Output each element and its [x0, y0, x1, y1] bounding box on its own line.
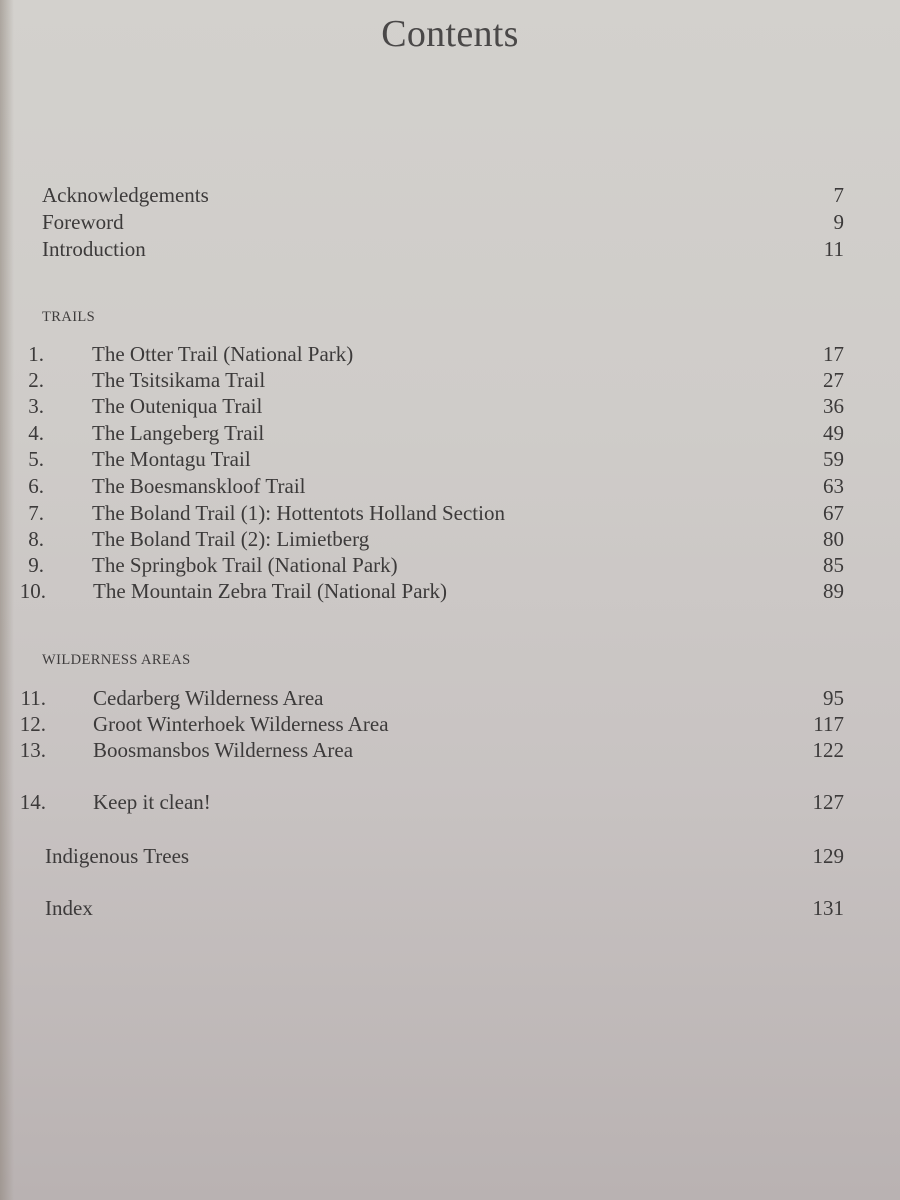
- toc-entry-number: 14.: [19, 790, 46, 814]
- toc-entry-label: The Outeniqua Trail: [92, 394, 263, 418]
- toc-entry: [0, 526, 900, 552]
- toc-entry-page: 59: [823, 447, 844, 471]
- toc-entry-label: The Springbok Trail (National Park): [92, 553, 398, 577]
- toc-entry: [0, 473, 900, 499]
- toc-entry-label: Indigenous Trees: [45, 844, 190, 868]
- toc-entry: [0, 500, 900, 526]
- toc-entry-number: 11.: [20, 686, 46, 710]
- toc-entry-number: 9.: [28, 553, 44, 577]
- toc-entry-label: The Langeberg Trail: [92, 421, 265, 445]
- toc-entry: [0, 843, 900, 869]
- toc-entry-page: 129: [812, 844, 844, 868]
- toc-entry-label: Introduction: [42, 237, 146, 261]
- toc-entry-page: 117: [813, 712, 844, 736]
- toc-entry-page: 67: [823, 501, 844, 525]
- toc-entry-page: 7: [833, 183, 844, 207]
- toc-entry-page: 89: [823, 579, 844, 603]
- toc-entry-number: 12.: [19, 712, 46, 736]
- toc-entry-number: 1.: [28, 342, 44, 366]
- toc-entry-page: 11: [823, 237, 844, 261]
- toc-entry-label: The Montagu Trail: [92, 447, 251, 471]
- toc-entry-number: 10.: [19, 579, 46, 603]
- toc-entry-label: Groot Winterhoek Wilderness Area: [93, 712, 389, 736]
- toc-entry-page: 95: [823, 686, 844, 710]
- section-heading: TRAILS: [42, 309, 96, 325]
- toc-entry-page: 17: [823, 342, 844, 366]
- toc-entry-page: 80: [823, 527, 844, 551]
- toc-entry-number: 2.: [28, 368, 44, 392]
- toc-entry-label: Cedarberg Wilderness Area: [93, 686, 324, 710]
- toc-entry-label: Acknowledgements: [42, 183, 209, 207]
- toc-entry: [0, 578, 900, 604]
- toc-entry-number: 5.: [28, 447, 44, 471]
- toc-entry-page: 63: [823, 474, 844, 498]
- toc-entry: [0, 236, 900, 262]
- toc-entry: [0, 420, 900, 446]
- toc-entry-number: 8.: [28, 527, 44, 551]
- toc-entry: [0, 209, 900, 235]
- toc-entry: [0, 182, 900, 208]
- toc-entry-label: The Tsitsikama Trail: [92, 368, 266, 392]
- toc-entry-page: 85: [823, 553, 844, 577]
- toc-entry-label: Keep it clean!: [93, 790, 211, 814]
- toc-entry-label: Boosmansbos Wilderness Area: [93, 738, 354, 762]
- toc-entry: [0, 341, 900, 367]
- toc-entry-label: The Otter Trail (National Park): [92, 342, 354, 366]
- toc-entry-page: 9: [833, 210, 844, 234]
- toc-entry-page: 49: [823, 421, 844, 445]
- toc-entry: [0, 393, 900, 419]
- toc-entry-page: 131: [812, 896, 844, 920]
- toc-entry: [0, 895, 900, 921]
- toc-entry-number: 4.: [28, 421, 44, 445]
- toc-entry-page: 122: [812, 738, 844, 762]
- toc-entry: [0, 737, 900, 763]
- toc-entry-label: Foreword: [42, 210, 124, 234]
- toc-entry-label: The Boesmanskloof Trail: [92, 474, 306, 498]
- toc-entry: [0, 711, 900, 737]
- toc-entry: [0, 552, 900, 578]
- toc-entry-label: The Boland Trail (2): Limietberg: [92, 527, 370, 551]
- toc-entry: [0, 789, 900, 815]
- toc-entry-label: Index: [45, 896, 93, 920]
- toc-entry: [0, 685, 900, 711]
- toc-entry-number: 6.: [28, 474, 44, 498]
- toc-entry-number: 3.: [28, 394, 44, 418]
- toc-entry-label: The Boland Trail (1): Hottentots Holland Section: [92, 501, 505, 525]
- toc-entry: [0, 367, 900, 393]
- toc-entry-page: 36: [823, 394, 844, 418]
- toc-entry-page: 127: [812, 790, 844, 814]
- toc-entry-number: 13.: [19, 738, 46, 762]
- toc-entry-label: The Mountain Zebra Trail (National Park): [93, 579, 448, 603]
- page-title: Contents: [381, 13, 519, 55]
- toc-entry: [0, 446, 900, 472]
- section-heading: WILDERNESS AREAS: [42, 652, 191, 668]
- toc-entry-page: 27: [823, 368, 844, 392]
- toc-entry-number: 7.: [28, 501, 44, 525]
